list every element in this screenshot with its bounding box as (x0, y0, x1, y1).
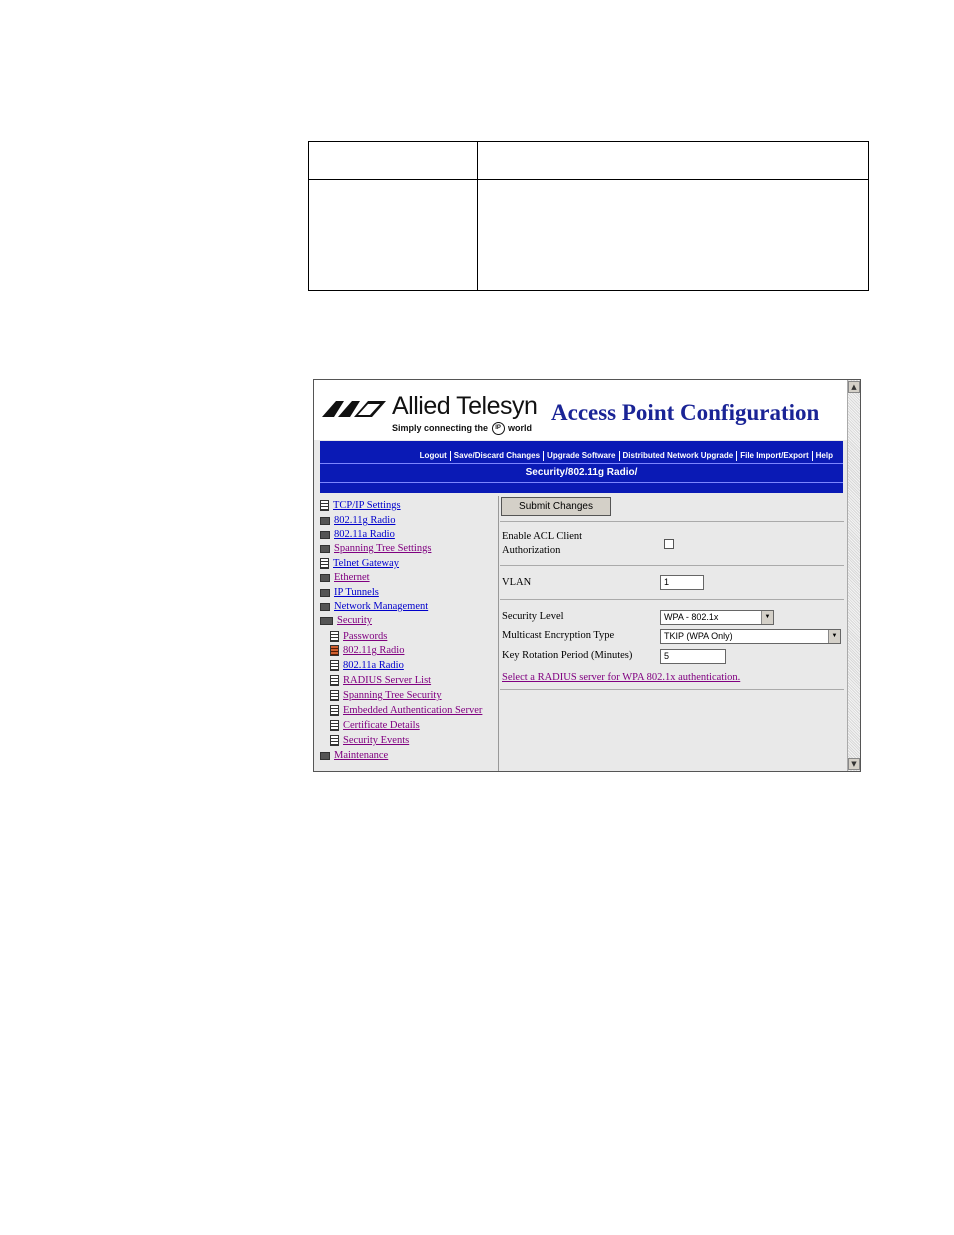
document-icon (330, 675, 339, 686)
scroll-up-icon[interactable]: ▲ (848, 381, 860, 393)
multicast-encryption-select[interactable] (660, 629, 841, 644)
tree-link[interactable]: 802.11g Radio (334, 515, 396, 526)
form-divider (500, 689, 844, 690)
selected-document-icon (330, 645, 339, 656)
tagline-text-end: world (508, 422, 533, 433)
tree-link[interactable]: RADIUS Server List (343, 675, 432, 686)
document-table (308, 141, 869, 291)
tree-link[interactable]: Passwords (343, 631, 388, 642)
security-level-select[interactable] (660, 610, 774, 625)
folder-icon (320, 574, 330, 582)
tree-link[interactable]: 802.11a Radio (334, 529, 395, 540)
tree-item-security-80211a-radio[interactable] (330, 660, 404, 671)
folder-icon (320, 603, 330, 611)
document-icon (330, 735, 339, 746)
form-divider (500, 599, 844, 600)
acl-client-authorization-checkbox[interactable] (664, 539, 674, 549)
document-icon (330, 705, 339, 716)
tree-item-security-80211g-radio[interactable] (330, 645, 404, 656)
document-icon (330, 690, 339, 701)
tree-item-spanning-tree-settings[interactable] (320, 543, 431, 554)
nav-save-discard-link[interactable]: Save/Discard Changes (453, 451, 541, 461)
document-icon (330, 720, 339, 731)
vlan-label: VLAN (502, 577, 532, 588)
tree-item-certificate-details[interactable] (330, 720, 420, 731)
tree-link[interactable]: Spanning Tree Security (343, 690, 442, 701)
tree-item-80211a-radio[interactable] (320, 529, 395, 540)
document-icon (330, 660, 339, 671)
chevron-down-icon: ▼ (761, 611, 773, 624)
select-radius-server-link[interactable]: Select a RADIUS server for WPA 802.1x authentication. (502, 672, 741, 683)
tree-item-telnet-gateway[interactable] (320, 558, 399, 569)
tree-link[interactable]: Security (337, 615, 372, 626)
nav-links (420, 451, 833, 461)
nav-logout-link[interactable]: Logout (419, 451, 447, 461)
table-header-divider (309, 179, 868, 180)
tree-item-spanning-tree-security[interactable] (330, 690, 442, 701)
document-icon (330, 631, 339, 642)
nav-help-link[interactable]: Help (815, 451, 833, 461)
form-divider (500, 565, 844, 566)
document-icon (320, 500, 329, 511)
navigation-bar (320, 441, 843, 493)
key-rotation-input[interactable]: 5 (660, 649, 726, 664)
vlan-input[interactable]: 1 (660, 575, 704, 590)
table-column-divider (477, 142, 478, 290)
tree-item-passwords[interactable] (330, 631, 387, 642)
tree-link[interactable]: Network Management (334, 601, 429, 612)
navigation-tree (314, 496, 499, 772)
tree-link[interactable]: TCP/IP Settings (333, 500, 401, 511)
tree-link[interactable]: 802.11g Radio (343, 645, 405, 656)
tree-link[interactable]: Security Events (343, 735, 410, 746)
allied-telesyn-logo-icon (322, 400, 388, 418)
chevron-down-icon: ▼ (828, 630, 840, 643)
breadcrumb: Security/802.11g Radio/ (525, 467, 638, 478)
folder-icon (320, 531, 330, 539)
tree-link[interactable]: Maintenance (334, 750, 389, 761)
tree-link[interactable]: 802.11a Radio (343, 660, 404, 671)
acl-label-line2: Authorization (502, 545, 561, 556)
brand-name: Allied Telesyn (392, 392, 538, 420)
nav-distributed-upgrade-link[interactable]: Distributed Network Upgrade (622, 451, 734, 461)
tree-item-tcpip-settings[interactable] (320, 500, 401, 511)
tree-item-network-management[interactable] (320, 601, 428, 612)
tree-item-radius-server-list[interactable] (330, 675, 431, 686)
tree-link[interactable]: IP Tunnels (334, 587, 379, 598)
ip-logo-icon: IP (492, 422, 505, 435)
tree-item-ethernet[interactable] (320, 572, 370, 583)
browser-screenshot (313, 379, 861, 772)
folder-icon (320, 752, 330, 760)
tree-link[interactable]: Telnet Gateway (333, 558, 400, 569)
nav-divider (320, 463, 843, 464)
app-header (314, 380, 848, 440)
key-rotation-label: Key Rotation Period (Minutes) (502, 650, 633, 661)
document-icon (320, 558, 329, 569)
app-title: Access Point Configuration (551, 400, 820, 425)
acl-label (502, 530, 582, 558)
tree-link[interactable]: Ethernet (334, 572, 370, 583)
security-level-value: WPA - 802.1x (664, 612, 719, 622)
nav-file-import-export-link[interactable]: File Import/Export (740, 451, 809, 461)
nav-upgrade-software-link[interactable]: Upgrade Software (547, 451, 616, 461)
acl-label-line1: Enable ACL Client (502, 531, 583, 542)
tree-item-ip-tunnels[interactable] (320, 587, 379, 598)
tree-item-security[interactable] (320, 615, 372, 626)
tree-item-security-events[interactable] (330, 735, 409, 746)
settings-form (500, 496, 848, 772)
tree-link[interactable]: Spanning Tree Settings (334, 543, 432, 554)
multicast-encryption-label: Multicast Encryption Type (502, 630, 615, 641)
form-divider (500, 521, 844, 522)
tree-link[interactable]: Embedded Authentication Server (343, 705, 483, 716)
tree-link[interactable]: Certificate Details (343, 720, 420, 731)
tree-item-80211g-radio[interactable] (320, 515, 395, 526)
folder-icon (320, 545, 330, 553)
scroll-down-icon[interactable]: ▼ (848, 758, 860, 770)
multicast-encryption-value: TKIP (WPA Only) (664, 631, 733, 641)
folder-icon (320, 517, 330, 525)
tree-item-maintenance[interactable] (320, 750, 388, 761)
security-level-label: Security Level (502, 611, 564, 622)
submit-changes-button[interactable]: Submit Changes (501, 497, 611, 516)
brand-tagline (392, 422, 532, 435)
folder-icon (320, 589, 330, 597)
tree-item-embedded-auth-server[interactable] (330, 705, 482, 716)
open-folder-icon (320, 617, 333, 625)
vertical-scrollbar[interactable] (847, 380, 860, 771)
nav-divider-bottom (320, 482, 843, 483)
tagline-text: Simply connecting the (392, 422, 489, 433)
